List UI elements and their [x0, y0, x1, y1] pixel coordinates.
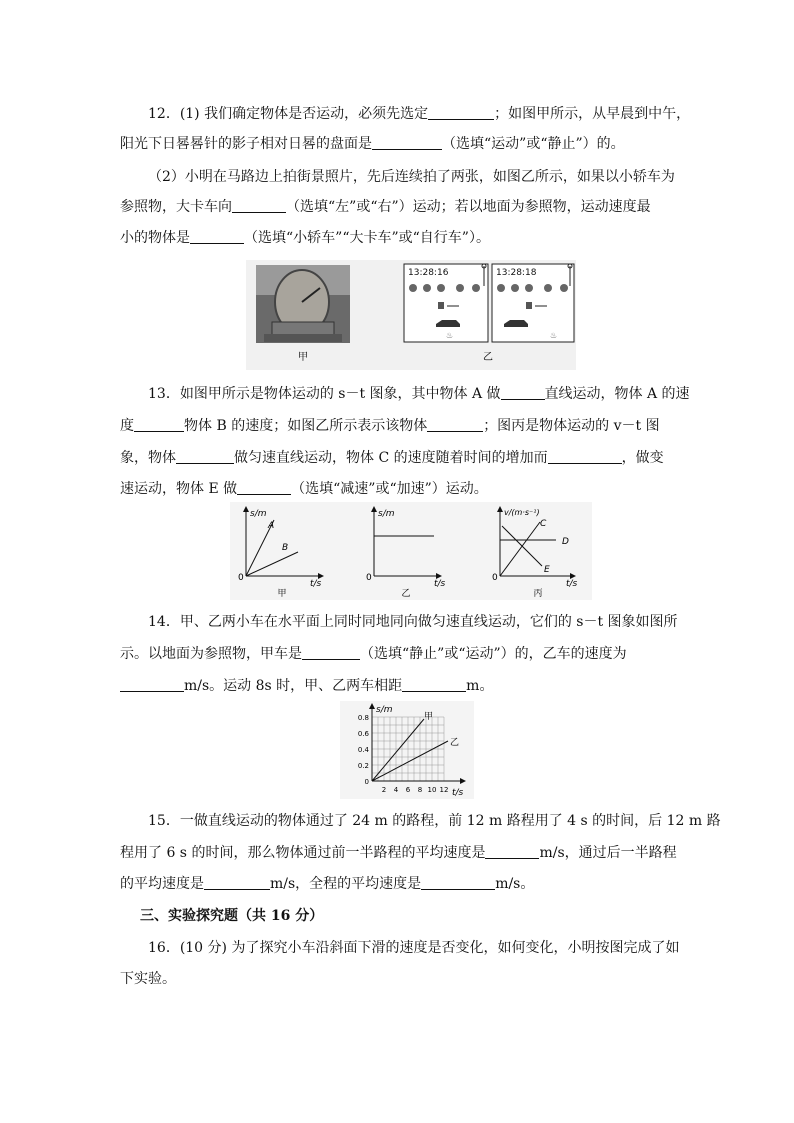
origin-label: 0 — [492, 573, 498, 583]
answer-blank[interactable] — [427, 417, 483, 432]
answer-blank[interactable] — [120, 677, 184, 692]
q12-text: 小的物体是 — [120, 230, 190, 246]
street-photo-1 — [404, 264, 488, 342]
q13-text: ，做变 — [621, 450, 664, 466]
svg-text:♨: ♨ — [550, 331, 558, 340]
q15-text: m/s。 — [495, 876, 535, 892]
origin-label: 0 — [238, 573, 244, 583]
q13-figure — [230, 502, 592, 600]
series-label-D: D — [562, 537, 569, 547]
q14-text: 14．甲、乙两小车在水平面上同时同地同向做匀速直线运动，它们的 s－t 图象如图所 — [148, 614, 678, 630]
graph-caption: 丙 — [533, 589, 543, 599]
photo-timestamp-2: 13:28:18 — [496, 268, 537, 278]
y-tick-label: 0.8 — [357, 714, 369, 722]
y-tick-label: 0.4 — [357, 746, 369, 754]
q13-text: 象，物体 — [120, 450, 176, 466]
q12-line-1 — [148, 104, 690, 124]
q13-text: 速运动，物体 E 做 — [120, 481, 238, 497]
q13-line-2 — [120, 416, 660, 436]
q16-text: 下实验。 — [120, 971, 176, 987]
answer-blank[interactable] — [204, 875, 270, 890]
svg-text:♨: ♨ — [446, 331, 454, 340]
q13-text: 直线运动，物体 A 的速 — [544, 386, 690, 402]
q15-text: m/s，通过后一半路程 — [539, 845, 677, 861]
q16-text: 16．(10 分) 为了探究小车沿斜面下滑的速度是否变化，如何变化，小明按图完成了如 — [148, 940, 680, 956]
photo-timestamp-1: 13:28:16 — [408, 268, 449, 278]
q13-text: （选填“减速”或“加速”）运动。 — [291, 481, 488, 497]
answer-blank[interactable] — [237, 480, 291, 495]
q14-graph — [340, 701, 474, 799]
q13-text: 度 — [120, 418, 134, 434]
q13-text: ；图丙是物体运动的 v－t 图 — [483, 418, 660, 434]
q12-text: ；如图甲所示，从早晨到中午， — [494, 106, 691, 122]
series-label-jia: 甲 — [424, 712, 434, 722]
q15-line-2 — [120, 843, 677, 863]
q15-line-3 — [120, 874, 534, 894]
y-axis-label: v/(m·s⁻¹) — [504, 508, 540, 517]
x-axis-label: t/s — [566, 579, 578, 589]
answer-blank[interactable] — [548, 449, 622, 464]
answer-blank[interactable] — [501, 385, 545, 400]
q15-text: 的平均速度是 — [120, 876, 204, 892]
section-title: 三、实验探究题（共 16 分） — [140, 908, 324, 924]
y-axis-label: s/m — [376, 705, 393, 715]
x-tick-label: 4 — [393, 786, 399, 794]
origin-label: 0 — [366, 573, 372, 583]
y-tick-label: 0.6 — [357, 730, 369, 738]
series-label-B: B — [282, 543, 289, 553]
q15-line-1 — [148, 811, 721, 831]
y-axis-label: s/m — [378, 509, 395, 519]
q13-line-3 — [120, 448, 664, 468]
graph-caption: 甲 — [277, 589, 287, 599]
sundial-photo — [256, 265, 350, 343]
answer-blank[interactable] — [176, 449, 234, 464]
x-tick-label: 2 — [381, 786, 387, 794]
q13-text: 13．如图甲所示是物体运动的 s－t 图象，其中物体 A 做 — [148, 386, 501, 402]
q12-text: 参照物，大卡车向 — [120, 199, 232, 215]
q14-text: m。 — [466, 678, 494, 694]
q15-text: 程用了 6 s 的时间，那么物体通过前一半路程的平均速度是 — [120, 845, 486, 861]
answer-blank[interactable] — [372, 135, 442, 150]
q12-line-5 — [120, 228, 490, 248]
graph-caption: 乙 — [401, 589, 411, 599]
q15-text: m/s，全程的平均速度是 — [270, 876, 422, 892]
q13-line-4 — [120, 479, 488, 499]
x-tick-label: 10 — [427, 786, 437, 794]
q13-text: 物体 B 的速度；如图乙所示表示该物体 — [184, 418, 428, 434]
y-axis-label: s/m — [250, 509, 267, 519]
q14-text: （选填“静止”或“运动”）的，乙车的速度为 — [360, 646, 627, 662]
answer-blank[interactable] — [402, 677, 466, 692]
q14-text: m/s。运动 8s 时，甲、乙两车相距 — [184, 678, 403, 694]
q12-figure — [246, 260, 576, 370]
series-label-E: E — [544, 565, 550, 575]
y-tick-label: 0 — [364, 778, 369, 786]
q12-text: （2）小明在马路边上拍街景照片，先后连续拍了两张，如图乙所示，如果以小轿车为 — [148, 169, 675, 185]
x-axis-label: t/s — [310, 579, 322, 589]
q16-line-2 — [120, 969, 176, 989]
answer-blank[interactable] — [421, 875, 495, 890]
q12-text: （选填“运动”或“静止”）的。 — [442, 136, 625, 152]
q12-text: 12．(1) 我们确定物体是否运动，必须先选定 — [148, 106, 429, 122]
answer-blank[interactable] — [134, 417, 184, 432]
x-tick-label: 8 — [417, 786, 423, 794]
y-tick-label: 0.2 — [357, 762, 369, 770]
series-label-A: A — [268, 521, 275, 531]
q14-line-2 — [120, 644, 627, 664]
answer-blank[interactable] — [485, 844, 539, 859]
q12-text: （选填“小轿车”“大卡车”或“自行车”）。 — [244, 230, 490, 246]
x-tick-label: 6 — [405, 786, 411, 794]
x-axis-label: t/s — [452, 788, 464, 798]
fig-caption-jia: 甲 — [298, 352, 308, 363]
q12-text: 阳光下日晷晷针的影子相对日晷的盘面是 — [120, 136, 372, 152]
answer-blank[interactable] — [302, 645, 360, 660]
q12-line-3 — [148, 167, 675, 187]
series-label-C: C — [540, 519, 547, 529]
series-label-yi: 乙 — [450, 738, 460, 748]
q16-line-1 — [148, 938, 679, 958]
section-heading — [140, 906, 323, 926]
street-photo-2 — [492, 264, 574, 342]
q13-text: 做匀速直线运动，物体 C 的速度随着时间的增加而 — [234, 450, 548, 466]
x-tick-label: 12 — [439, 786, 449, 794]
answer-blank[interactable] — [190, 229, 244, 244]
answer-blank[interactable] — [232, 198, 286, 213]
q15-text: 15．一做直线运动的物体通过了 24 m 的路程，前 12 m 路程用了 4 s 的时间，后 12 m 路 — [148, 813, 721, 829]
q14-line-1 — [148, 612, 678, 632]
q12-text: （选填“左”或“右”）运动；若以地面为参照物，运动速度最 — [286, 199, 651, 215]
x-axis-label: t/s — [434, 579, 446, 589]
q12-line-2 — [120, 134, 625, 154]
q14-text: 示。以地面为参照物，甲车是 — [120, 646, 302, 662]
q12-line-4 — [120, 197, 651, 217]
q14-line-3 — [120, 676, 493, 696]
fig-caption-yi: 乙 — [483, 352, 493, 363]
answer-blank[interactable] — [428, 105, 494, 120]
q13-line-1 — [148, 384, 690, 404]
